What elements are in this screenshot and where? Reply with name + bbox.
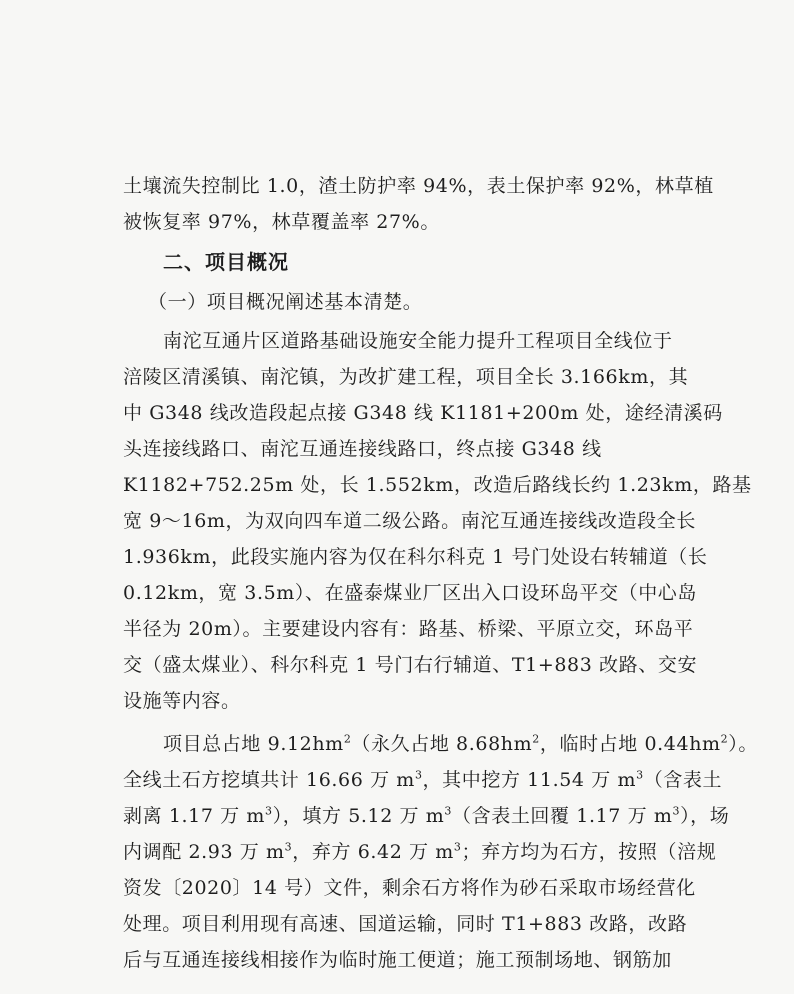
- text-run: ），场: [680, 805, 730, 827]
- text-run: （永久占地 8.68hm: [351, 733, 533, 755]
- text-line: [123, 768, 722, 792]
- text-line: 南沱互通片区道路基础设施安全能力提升工程项目全线位于: [163, 330, 673, 352]
- text-line: [123, 840, 716, 864]
- text-line: [123, 804, 729, 828]
- text-line: 0.12km，宽 3.5m）、在盛泰煤业厂区出入口设环岛平交（中心岛: [123, 582, 698, 604]
- text-run: 剥离 1.17 万 m: [123, 805, 266, 827]
- text-run: （含表土回覆 1.17 万 m: [452, 805, 673, 827]
- text-run: ），填方 5.12 万 m: [272, 805, 445, 827]
- text-line: 宽 9～16m，为双向四车道二级公路。南沱互通连接线改造段全长: [123, 510, 696, 532]
- text-run: ）。: [728, 733, 758, 755]
- text-run: 项目总占地 9.12hm: [163, 733, 344, 755]
- superscript: 3: [265, 804, 273, 818]
- text-line: 1.936km，此段实施内容为仅在科尔科克 1 号门处设右转辅道（长: [123, 546, 708, 568]
- text-run: 全线土石方挖填共计 16.66 万 m: [123, 769, 415, 791]
- superscript: 3: [284, 840, 293, 854]
- subsection-heading: （一）项目概况阐述基本清楚。: [148, 291, 423, 313]
- superscript: 3: [636, 768, 644, 782]
- text-run: ；弃方均为石方，按照（涪规: [461, 841, 717, 863]
- text-line: 处理。项目利用现有高速、国道运输，同时 T1+883 改路，改路: [123, 913, 688, 935]
- section-heading: 二、项目概况: [163, 250, 289, 274]
- text-line: 设施等内容。: [123, 690, 241, 712]
- superscript: 3: [453, 840, 462, 854]
- text-line: 土壤流失控制比 1.0，渣土防护率 94%，表土保护率 92%，林草植: [123, 175, 714, 197]
- text-run: 内调配 2.93 万 m: [123, 841, 285, 863]
- text-line: 中 G348 线改造段起点接 G348 线 K1181+200m 处，途经清溪码: [123, 402, 723, 424]
- superscript: 2: [532, 732, 540, 746]
- text-run: ，临时占地 0.44hm: [539, 733, 721, 755]
- superscript: 3: [414, 768, 423, 782]
- text-line: 头连接线路口、南沱互通连接线路口，终点接 G348 线: [123, 438, 602, 460]
- text-line: 半径为 20m）。主要建设内容有：路基、桥梁、平原立交，环岛平: [123, 618, 694, 640]
- text-run: ，其中挖方 11.54 万 m: [422, 769, 637, 791]
- superscript: 2: [343, 732, 352, 746]
- superscript: 3: [444, 804, 453, 818]
- text-line: 后与互通连接线相接作为临时施工便道；施工预制场地、钢筋加: [123, 949, 672, 971]
- superscript: 2: [720, 732, 729, 746]
- superscript: 3: [672, 804, 681, 818]
- text-line: 资发〔2020〕14 号）文件，剩余石方将作为砂石采取市场经营化: [123, 877, 696, 899]
- text-line: [163, 732, 758, 756]
- text-run: （含表土: [643, 769, 723, 791]
- text-line: 涪陵区清溪镇、南沱镇，为改扩建工程，项目全长 3.166km，其: [123, 366, 689, 388]
- text-run: ，弃方 6.42 万 m: [292, 841, 454, 863]
- text-line: 被恢复率 97%，林草覆盖率 27%。: [123, 211, 440, 233]
- text-line: 交（盛太煤业）、科尔科克 1 号门右行辅道、T1+883 改路、交安: [123, 654, 698, 676]
- text-line: K1182+752.25m 处，长 1.552km，改造后路线长约 1.23km，路基: [123, 474, 752, 496]
